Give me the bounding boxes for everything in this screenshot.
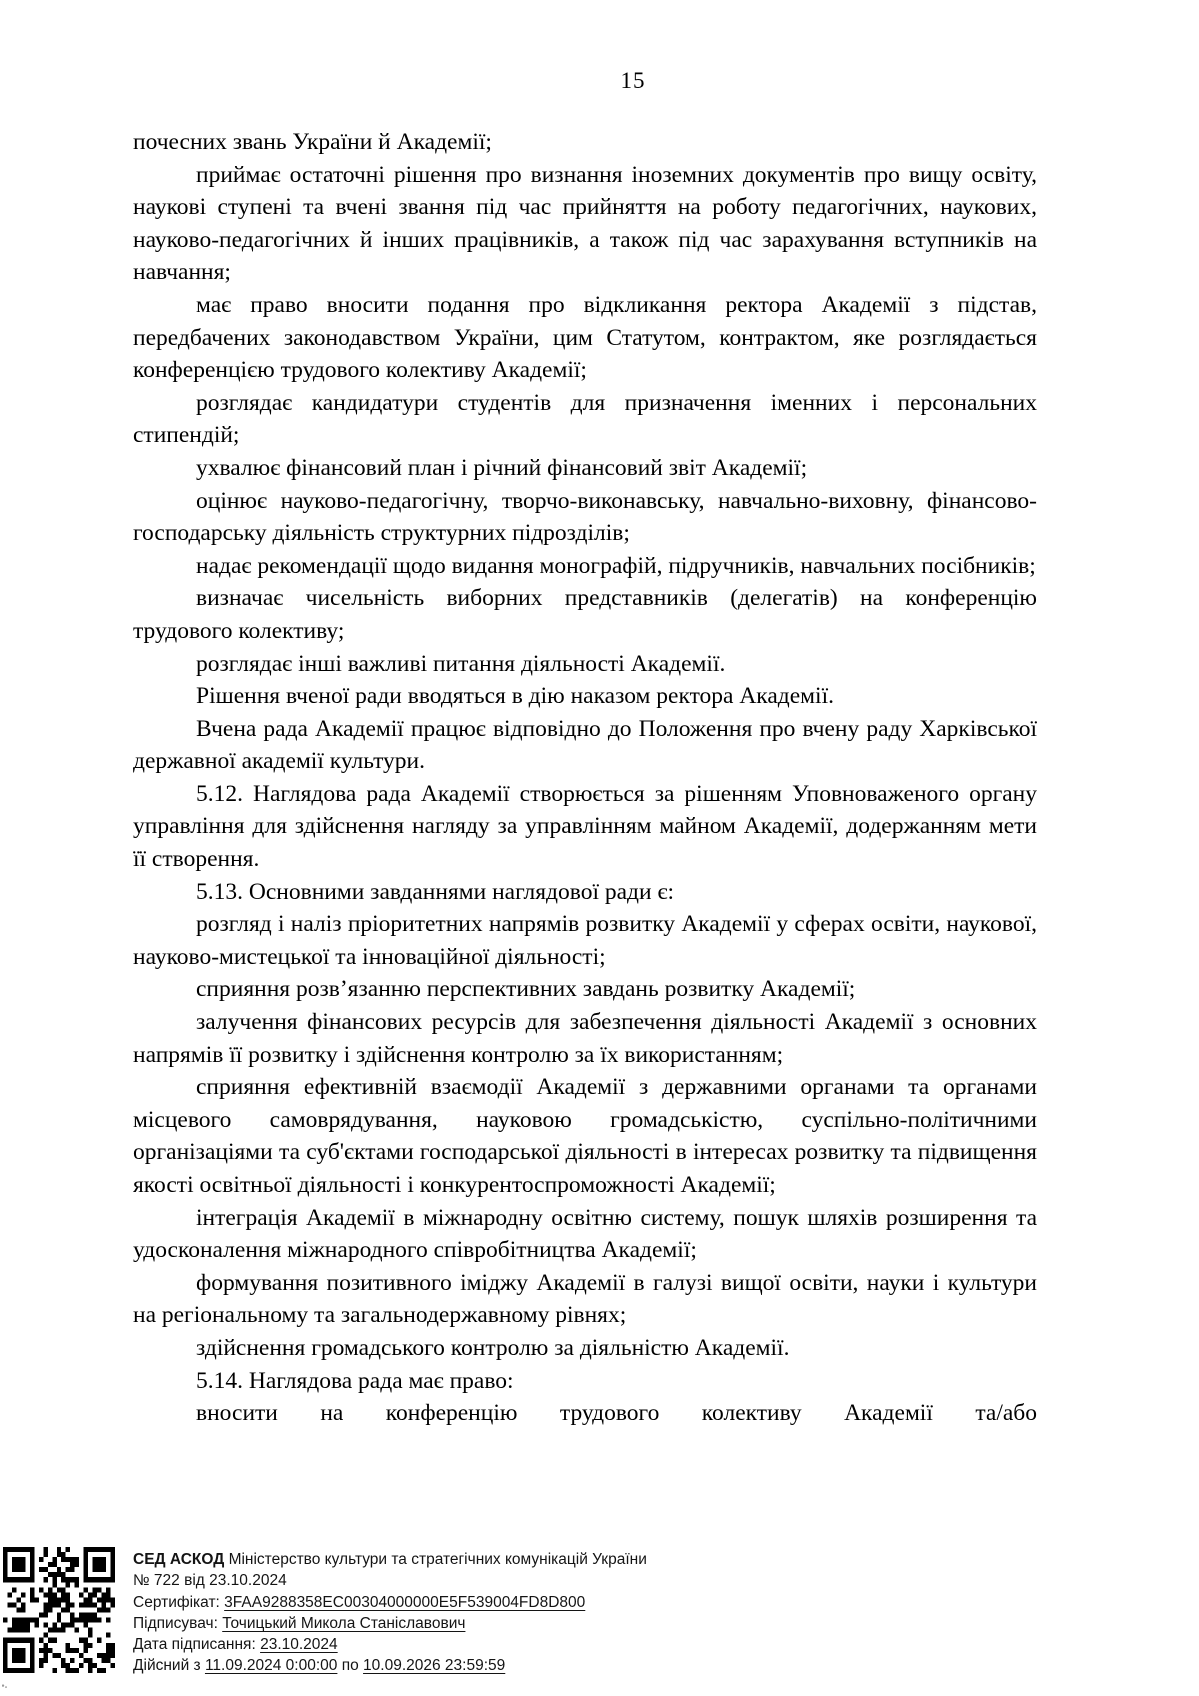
certificate-label: Сертифікат: — [133, 1593, 220, 1611]
paragraph: приймає остаточні рішення про визнання іноземних документів про вищу освіту, наукові ступені та вчені звання під час прийняття на роботу педагогічних, наукових, науково-педагогічних й інших працівників, а також під час зарахування вступників на навчання; — [133, 161, 1037, 286]
qr-code-image — [3, 1547, 115, 1673]
paragraph: 5.12. Наглядова рада Академії створюється за рішенням Уповноваженого органу управління для здійснення нагляду за управлінням майном Академії, додержанням мети її створення. — [133, 780, 1037, 873]
paragraph: формування позитивного іміджу Академії в галузі вищої освіти, науки і культури на регіональному та загальнодержавному рівнях; — [133, 1269, 1037, 1329]
signer-label: Підписувач: — [133, 1614, 218, 1632]
valid-from: 11.09.2024 0:00:00 — [204, 1657, 338, 1675]
paragraph: ухвалює фінансовий план і річний фінансовий звіт Академії; — [196, 454, 808, 481]
signature-certificate-line — [133, 1592, 1113, 1613]
valid-to: 10.09.2026 23:59:59 — [363, 1657, 506, 1675]
signature-block — [133, 1549, 1113, 1677]
paragraph: розгляд і наліз пріоритетних напрямів розвитку Академії у сферах освіти, наукової, науково-мистецької та інноваційної діяльності; — [133, 911, 1037, 970]
date-value: 23.10.2024 — [260, 1636, 338, 1654]
paragraph: інтеграція Академії в міжнародну освітню систему, пошук шляхів розширення та удосконалення міжнародного співробітництва Академії; — [133, 1204, 1037, 1264]
scan-artifact — [2, 1684, 7, 1688]
valid-separator: по — [341, 1657, 359, 1675]
paragraph: почесних звань України й Академії; — [133, 129, 492, 155]
signature-system-line — [133, 1549, 1113, 1570]
certificate-value: 3FAA9288358EC00304000000E5F539004FD8D800 — [224, 1593, 586, 1611]
signature-validity-line — [133, 1655, 1113, 1676]
paragraph: розглядає інші важливі питання діяльності Академії. — [196, 650, 726, 677]
paragraph: 5.13. Основними завданнями наглядової ради є: — [196, 878, 675, 905]
paragraph: надає рекомендації щодо видання монографій, підручників, навчальних посібників; — [196, 552, 1036, 579]
paragraph: Рішення вченої ради вводяться в дію наказом ректора Академії. — [196, 683, 834, 710]
signature-doc-number: № 722 від 23.10.2024 — [133, 1572, 287, 1590]
paragraph: оцінює науково-педагогічну, творчо-виконавську, навчально-виховну, фінансово-господарську діяльність структурних підрозділів; — [133, 487, 1037, 547]
signature-signer-line — [133, 1613, 1113, 1634]
paragraph: визначає чисельність виборних представників (делегатів) на конференцію трудового колективу; — [133, 585, 1037, 644]
signer-value: Точицький Микола Станіславович — [222, 1614, 466, 1632]
date-label: Дата підписання: — [133, 1636, 256, 1654]
paragraph: залучення фінансових ресурсів для забезпечення діяльності Академії з основних напрямів її розвитку і здійснення контролю за їх використанням; — [133, 1009, 1037, 1068]
paragraph: сприяння ефективній взаємодії Академії з державними органами та органами місцевого самоврядування, науковою громадськістю, суспільно-політичними організаціями та суб'єктами господарської діяльності в інтересах розвитку та підвищення якості освітньої діяльності і конкурентоспроможності Академії; — [133, 1074, 1037, 1198]
document-body — [133, 126, 1037, 1430]
paragraph: має право вносити подання про відкликання ректора Академії з підстав, передбачених законодавством України, цим Статутом, контрактом, яке розглядається конференцією трудового колективу Академії; — [133, 291, 1037, 384]
paragraph: Вчена рада Академії працює відповідно до Положення про вчену раду Харківської державної академії культури. — [133, 715, 1037, 775]
page-number: 15 — [620, 68, 646, 93]
signature-system-name: СЕД АСКОД — [133, 1551, 225, 1568]
signature-system-org: Міністерство культури та стратегічних комунікацій України — [228, 1551, 647, 1568]
paragraph: здійснення громадського контролю за діяльністю Академії. — [196, 1334, 790, 1361]
paragraph: сприяння розв’язанню перспективних завдань розвитку Академії; — [196, 976, 856, 1003]
paragraph: 5.14. Наглядова рада має право: — [196, 1367, 514, 1394]
paragraph: розглядає кандидатури студентів для призначення іменних і персональних стипендій; — [133, 389, 1037, 449]
paragraph: вносити на конференцію трудового колективу Академії та/або — [196, 1400, 1037, 1427]
qr-code — [3, 1547, 115, 1673]
signature-date-line — [133, 1634, 1113, 1655]
valid-prefix: Дійсний з — [133, 1657, 201, 1675]
